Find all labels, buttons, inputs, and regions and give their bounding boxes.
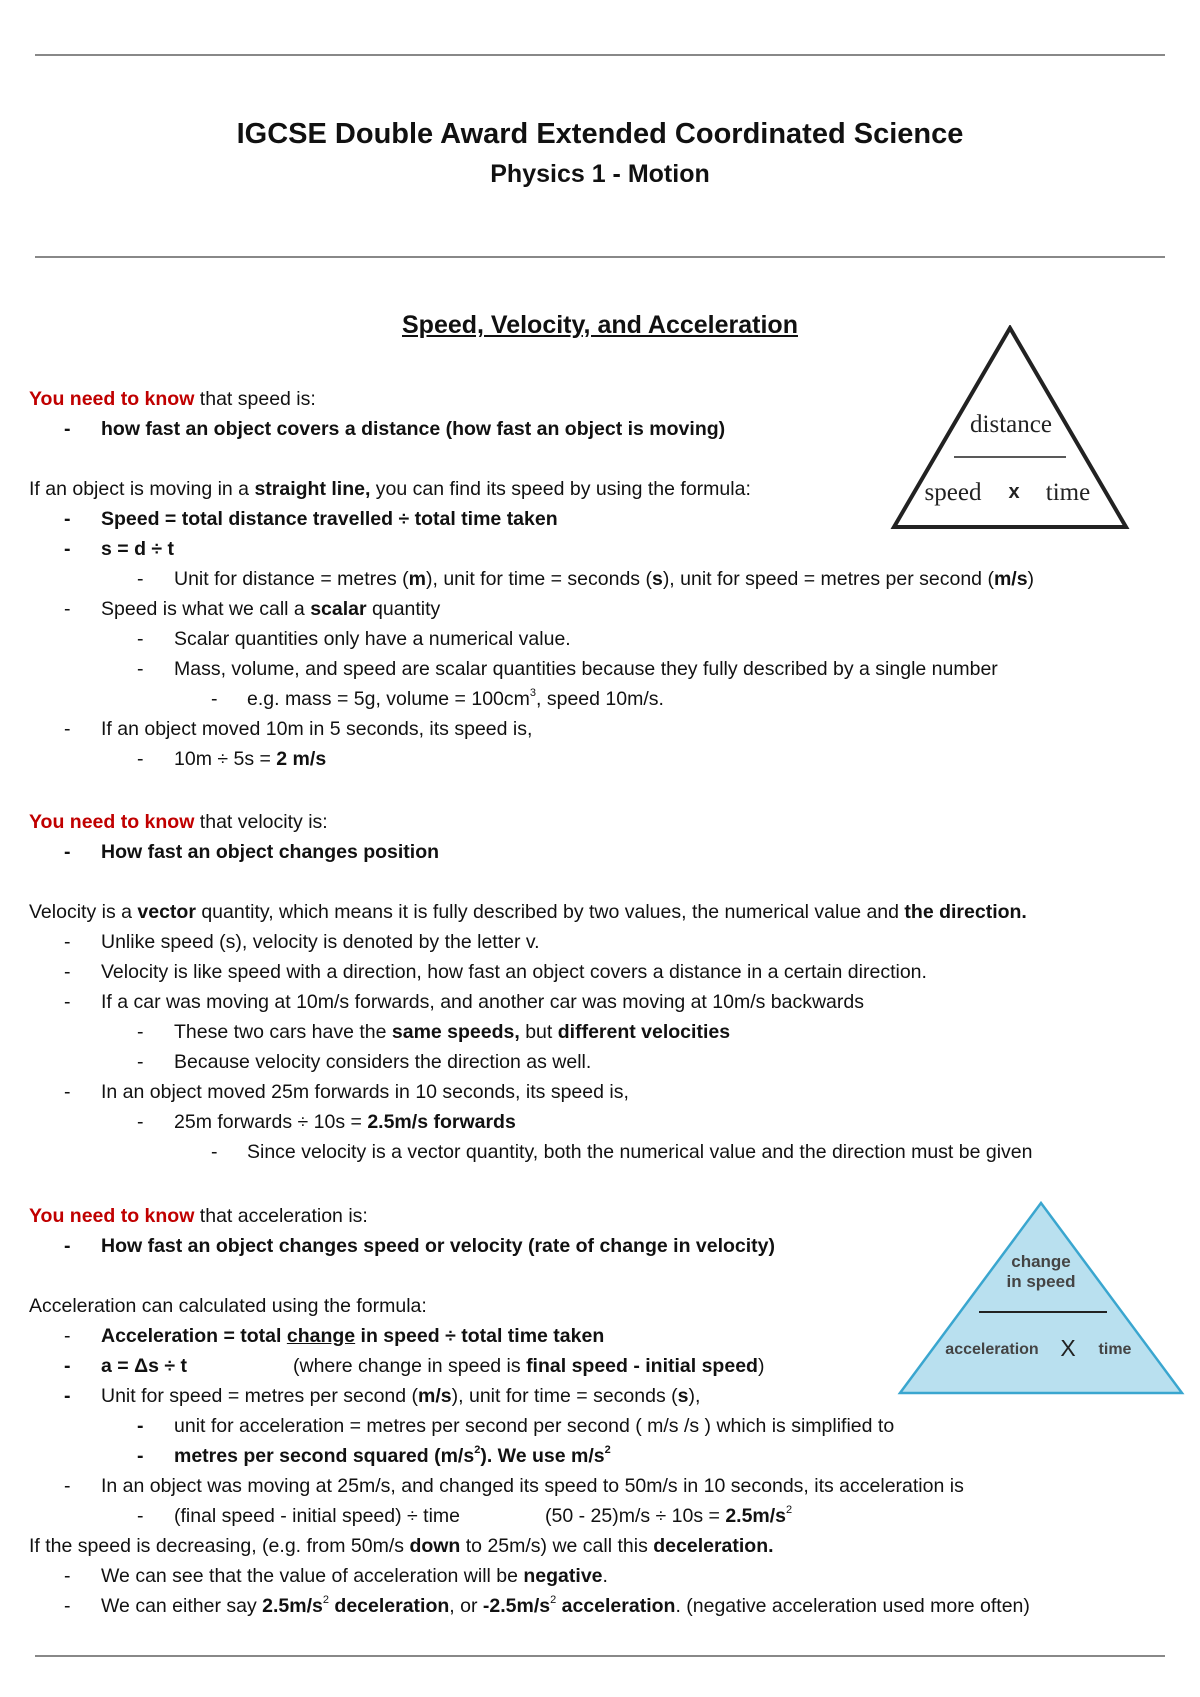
page-subtitle: Physics 1 - Motion	[490, 160, 710, 188]
accel-intro: Acceleration can calculated using the formula:	[29, 1295, 427, 1317]
scalar-note-a: Scalar quantities only have a numerical value.	[174, 628, 571, 650]
speed-need-line: You need to know that speed is:	[29, 388, 316, 410]
speed-scalar: Speed is what we call a scalar quantity	[101, 598, 441, 620]
top-rule	[35, 54, 1165, 56]
dash: -	[211, 688, 218, 710]
dash: -	[137, 628, 144, 650]
velocity-bullet-2: Velocity is like speed with a direction, how fast an object covers a distance in a certain direction.	[101, 961, 927, 983]
dash: -	[64, 1355, 71, 1377]
triangle-label-acceleration: acceleration	[945, 1341, 1039, 1358]
dash: -	[137, 658, 144, 680]
triangle-label-in-speed: in speed	[1006, 1272, 1076, 1291]
speed-formula-symbols: s = d ÷ t	[101, 538, 175, 560]
triangle-label-multiply: X	[1060, 1335, 1076, 1361]
acceleration-triangle	[900, 1203, 1182, 1393]
triangle-label-x: x	[1008, 481, 1020, 503]
accel-need-line: You need to know that acceleration is:	[29, 1205, 368, 1227]
dash: -	[64, 1081, 71, 1103]
triangle-label-change: change	[1011, 1252, 1071, 1271]
accel-example-calc: $(50 - 25)m/s \div 10s = 2.5m/s^2$	[545, 1503, 793, 1527]
speed-intro: If an object is moving in a straight line, you can find its speed by using the formula:	[29, 478, 751, 500]
triangle-label-time: time	[1098, 1341, 1132, 1358]
dash: -	[211, 1141, 218, 1163]
deceleration-intro: If the speed is decreasing, (e.g. from 50m/s down to 25m/s) we call this deceleration.	[29, 1535, 774, 1557]
acceleration-triangle-diagram	[896, 1200, 1186, 1398]
accel-formula-symbols: a = Δs ÷ t	[101, 1355, 187, 1377]
dash: -	[64, 508, 71, 530]
dash: -	[137, 1021, 144, 1043]
dash: -	[64, 718, 71, 740]
accel-definition: How fast an object changes speed or velocity (rate of change in velocity)	[101, 1235, 776, 1257]
speed-definition: how fast an object covers a distance (how fast an object is moving)	[101, 418, 726, 440]
accel-units-1: Unit for speed = metres per second (m/s), unit for time = seconds (s),	[101, 1385, 701, 1407]
dash: -	[64, 538, 71, 560]
accel-example-words: (final speed - initial speed) ÷ time	[174, 1505, 460, 1527]
accel-units-3: metres per second squared $(m/s^2)$. We use $m/s^2$	[174, 1443, 611, 1467]
section-heading: Speed, Velocity, and Acceleration	[402, 311, 798, 339]
dash: -	[64, 1235, 71, 1257]
velocity-bullet-4b: Since velocity is a vector quantity, both the numerical value and the direction must be given	[247, 1141, 1033, 1163]
deceleration-note-2: We can either say $2.5m/s^2$ deceleration, or $-2.5m/s^2$ acceleration. (negative acceleration used more often)	[101, 1593, 1030, 1617]
header-rule	[35, 256, 1165, 258]
velocity-bullet-3b: Because velocity considers the direction as well.	[174, 1051, 592, 1073]
dash: -	[137, 568, 144, 590]
speed-example: If an object moved 10m in 5 seconds, its speed is,	[101, 718, 533, 740]
dash: -	[64, 1385, 71, 1407]
dash: -	[137, 748, 144, 770]
dash: -	[137, 1111, 144, 1133]
dash: -	[64, 1595, 71, 1617]
velocity-bullet-4a: 25m forwards ÷ 10s = 2.5m/s forwards	[174, 1111, 516, 1133]
page-title: IGCSE Double Award Extended Coordinated Science	[236, 118, 964, 150]
triangle-label-speed: speed	[924, 479, 982, 506]
speed-def-dash: -	[64, 418, 71, 440]
velocity-bullet-3a: These two cars have the same speeds, but different velocities	[174, 1021, 731, 1043]
speed-units: Unit for distance = metres (m), unit for time = seconds (s), unit for speed = metres per second (m/s)	[174, 568, 1035, 590]
dash: -	[64, 841, 71, 863]
dash: -	[64, 1475, 71, 1497]
accel-example: In an object was moving at 25m/s, and changed its speed to 50m/s in 10 seconds, its acceleration is	[101, 1475, 964, 1497]
dash: -	[64, 931, 71, 953]
dash: -	[64, 961, 71, 983]
velocity-bullet-1: Unlike speed (s), velocity is denoted by the letter v.	[101, 931, 540, 953]
velocity-bullet-4: In an object moved 25m forwards in 10 seconds, its speed is,	[101, 1081, 629, 1103]
dash: -	[137, 1445, 144, 1467]
deceleration-note-1: We can see that the value of acceleration will be negative.	[101, 1565, 608, 1587]
bottom-rule	[35, 1655, 1165, 1657]
accel-units-2: unit for acceleration = metres per second per second ( m/s /s ) which is simplified to	[174, 1415, 895, 1437]
triangle-label-time: time	[1045, 479, 1091, 506]
velocity-intro: Velocity is a vector quantity, which means it is fully described by two values, the numerical value and the direction.	[29, 901, 1027, 923]
accel-formula-note: (where change in speed is final speed - initial speed)	[293, 1355, 765, 1377]
dash: -	[64, 1565, 71, 1587]
accel-formula-words: Acceleration = total change in speed ÷ total time taken	[101, 1325, 605, 1347]
velocity-definition: How fast an object changes position	[101, 841, 440, 863]
dash: -	[137, 1505, 144, 1527]
scalar-example: e.g. mass = 5g, volume = $100cm^3$, speed 10m/s.	[247, 686, 664, 710]
dash: -	[137, 1415, 144, 1437]
dash: -	[64, 1325, 71, 1347]
speed-triangle-diagram	[890, 325, 1130, 535]
speed-formula-words: Speed = total distance travelled ÷ total time taken	[101, 508, 558, 530]
dash: -	[64, 598, 71, 620]
velocity-need-line: You need to know that velocity is:	[29, 811, 328, 833]
dash: -	[137, 1051, 144, 1073]
speed-example-calc: 10m ÷ 5s = 2 m/s	[174, 748, 327, 770]
dash: -	[64, 991, 71, 1013]
scalar-note-b: Mass, volume, and speed are scalar quantities because they fully described by a single number	[174, 658, 998, 680]
triangle-label-distance: distance	[970, 411, 1052, 438]
velocity-bullet-3: If a car was moving at 10m/s forwards, and another car was moving at 10m/s backwards	[101, 991, 864, 1013]
